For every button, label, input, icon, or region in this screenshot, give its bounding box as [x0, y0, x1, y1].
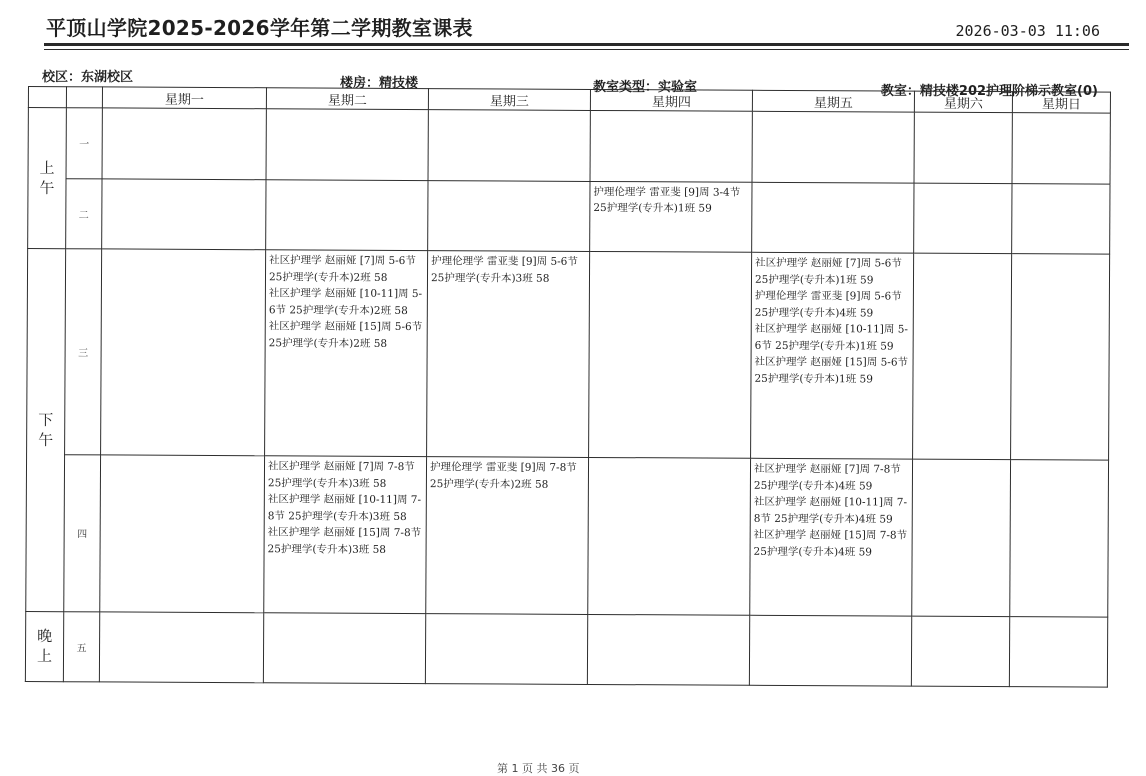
- slot-row: [25, 611, 1107, 687]
- schedule-cell: [263, 612, 425, 683]
- schedule-cell: [264, 456, 427, 613]
- schedule-cell: [265, 250, 428, 457]
- course-entry: 社区护理学 赵丽娅 [10-11]周 7-8节 25护理学(专升本)4班 59: [753, 496, 908, 526]
- period-morning: 上 午: [28, 108, 67, 249]
- course-entry: 护理伦理学 雷亚斐 [9]周 5-6节 25护理学(专升本)3班 58: [430, 255, 578, 285]
- schedule-cell: [428, 110, 590, 181]
- schedule-cell: [1012, 113, 1110, 184]
- schedule-cell: [912, 460, 1011, 617]
- print-datetime: 2026-03-03 11:06: [955, 22, 1100, 40]
- schedule-cell: [914, 183, 1012, 254]
- schedule-cell: [99, 611, 263, 682]
- period-evening: 晚 上: [25, 611, 63, 682]
- course-entry: 社区护理学 赵丽娅 [15]周 5-6节 25护理学(专升本)2班 58: [268, 320, 423, 350]
- day-header: 星期一: [102, 87, 266, 109]
- room-type-label: 教室类型：实验室: [593, 80, 698, 95]
- schedule-cell: [590, 181, 752, 252]
- schedule-cell: [750, 459, 913, 616]
- campus-label: 校区：东湖校区: [42, 70, 134, 85]
- header-rule-thin: [44, 49, 1129, 50]
- slot-label: 二: [66, 178, 102, 249]
- schedule-cell: [589, 252, 752, 459]
- slot-label: 三: [65, 249, 102, 456]
- schedule-cell: [1011, 254, 1110, 461]
- day-header: 星期五: [752, 90, 914, 112]
- schedule-cell: [752, 182, 914, 253]
- schedule-cell: [101, 249, 266, 456]
- header-rule-thick: [44, 43, 1129, 46]
- slot-row: [27, 249, 1110, 461]
- schedule-cell: [266, 179, 428, 250]
- schedule-cell: [749, 615, 911, 686]
- page-footer: 第 1 页 共 36 页: [497, 762, 580, 775]
- day-header: 星期三: [428, 89, 590, 111]
- slot-label: 五: [63, 611, 99, 682]
- schedule-cell: [587, 614, 749, 685]
- course-entry: 社区护理学 赵丽娅 [15]周 7-8节 25护理学(专升本)4班 59: [753, 529, 908, 559]
- day-header: 星期六: [914, 91, 1012, 113]
- course-entry: 社区护理学 赵丽娅 [7]周 7-8节 25护理学(专升本)3班 58: [267, 460, 415, 490]
- room-label: 教室：精技楼202护理阶梯示教室(0): [880, 84, 1098, 99]
- course-entry: 社区护理学 赵丽娅 [10-11]周 7-8节 25护理学(专升本)3班 58: [267, 493, 422, 523]
- course-entry: 护理伦理学 雷亚斐 [9]周 3-4节 25护理学(专升本)1班 59: [593, 185, 741, 215]
- schedule-container: [25, 86, 1110, 688]
- slot-label: 一: [66, 108, 102, 179]
- schedule-cell: [102, 108, 266, 179]
- corner-cell: [28, 87, 66, 108]
- slot-row: [26, 455, 1109, 617]
- page-title: 平顶山学院2025-2026学年第二学期教室课表: [46, 16, 473, 40]
- schedule-cell: [751, 252, 914, 459]
- course-entry: 社区护理学 赵丽娅 [10-11]周 5-6节 25护理学(专升本)2班 58: [268, 287, 423, 317]
- schedule-cell: [425, 613, 587, 684]
- schedule-cell: [914, 112, 1012, 183]
- schedule-cell: [428, 180, 590, 251]
- slot-row: [28, 178, 1110, 254]
- schedule-cell: [100, 455, 265, 612]
- course-entry: 社区护理学 赵丽娅 [15]周 5-6节 25护理学(专升本)1班 59: [754, 355, 909, 386]
- schedule-cell: [913, 253, 1012, 460]
- schedule-cell: [590, 111, 752, 182]
- course-entry: 社区护理学 赵丽娅 [7]周 5-6节 25护理学(专升本)1班 59: [754, 256, 902, 287]
- course-entry: 社区护理学 赵丽娅 [7]周 7-8节 25护理学(专升本)4班 59: [753, 463, 901, 493]
- schedule-cell: [1012, 183, 1110, 254]
- course-entry: 社区护理学 赵丽娅 [10-11]周 5-6节 25护理学(专升本)1班 59: [754, 322, 908, 353]
- schedule-cell: [1010, 460, 1109, 617]
- course-entry: 社区护理学 赵丽娅 [7]周 5-6节 25护理学(专升本)2班 58: [268, 254, 416, 284]
- schedule-cell: [426, 457, 589, 614]
- slot-row: [28, 108, 1110, 184]
- schedule-cell: [911, 616, 1009, 687]
- course-entry: 护理伦理学 雷亚斐 [9]周 7-8节 25护理学(专升本)2班 58: [429, 461, 577, 491]
- day-header: 星期四: [590, 89, 752, 111]
- schedule-cell: [102, 178, 266, 249]
- course-entry: 护理伦理学 雷亚斐 [9]周 5-6节 25护理学(专升本)4班 59: [754, 289, 902, 320]
- building-label: 楼房：精技楼: [340, 76, 419, 91]
- schedule-cell: [427, 251, 590, 458]
- schedule-cell: [588, 458, 751, 615]
- day-header: 星期二: [266, 88, 428, 110]
- course-entry: 社区护理学 赵丽娅 [15]周 7-8节 25护理学(专升本)3班 58: [267, 526, 422, 556]
- schedule-cell: [752, 111, 914, 182]
- day-header: 星期日: [1012, 92, 1110, 114]
- corner-cell: [66, 87, 102, 108]
- slot-label: 四: [64, 455, 101, 611]
- schedule-table: [25, 86, 1111, 688]
- schedule-cell: [1009, 616, 1107, 687]
- period-afternoon: 下 午: [26, 249, 66, 612]
- schedule-cell: [266, 109, 428, 180]
